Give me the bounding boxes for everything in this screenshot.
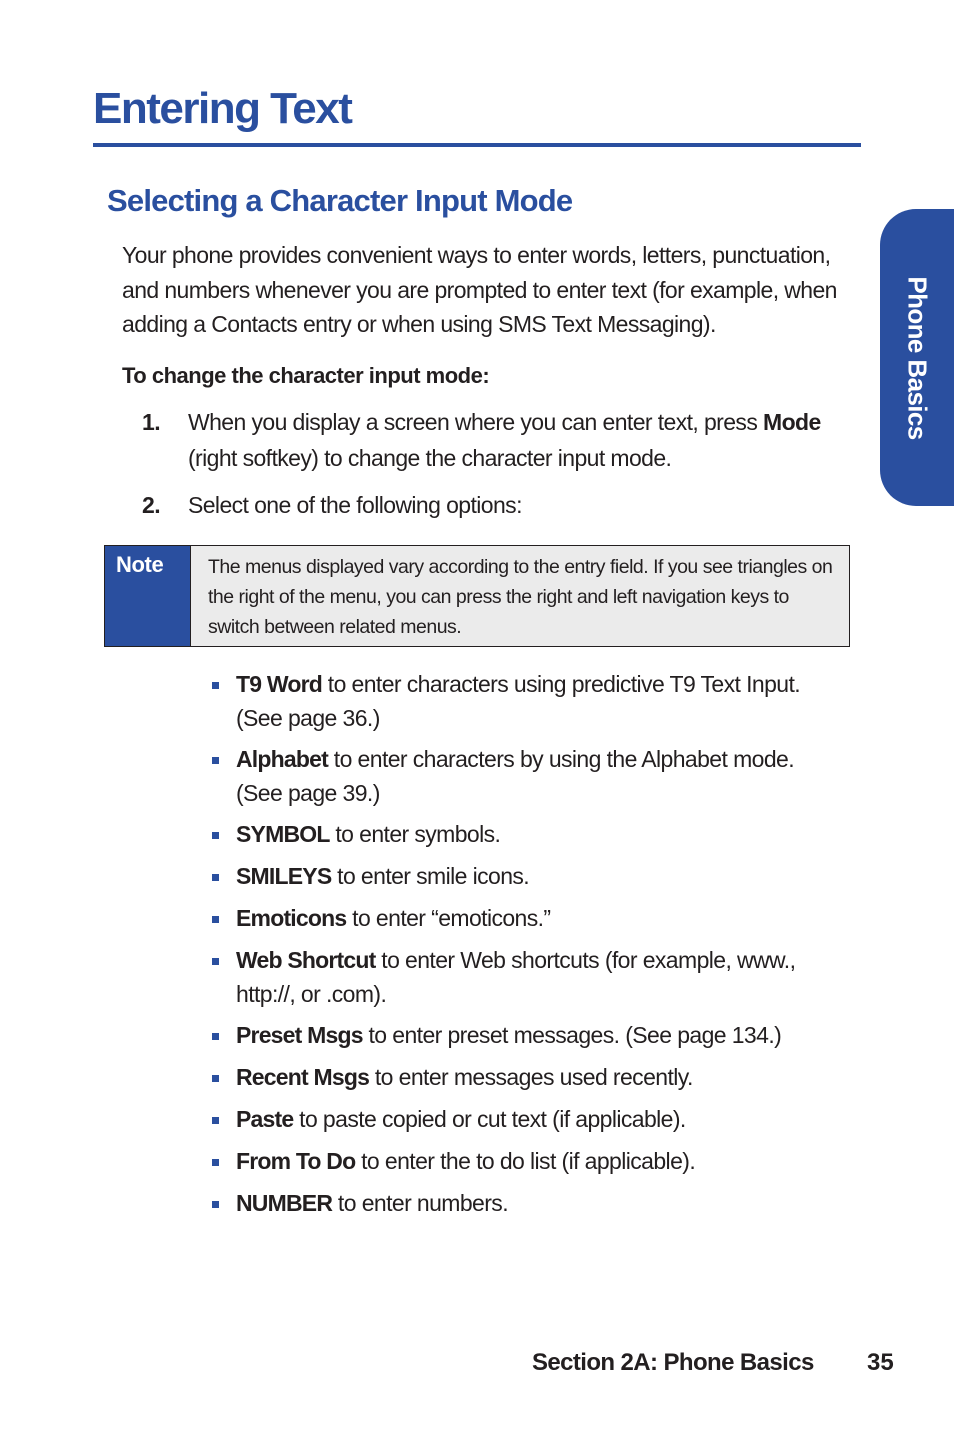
option-term: From To Do xyxy=(236,1148,356,1174)
bullet-square-icon xyxy=(212,916,219,923)
step-number: 2. xyxy=(142,492,160,518)
option-term: T9 Word xyxy=(236,671,322,697)
option-term: Web Shortcut xyxy=(236,947,376,973)
option-desc: to enter characters by using the Alphabet mode. (See page 39.) xyxy=(236,746,795,806)
option-term: Alphabet xyxy=(236,746,328,772)
bullet-square-icon xyxy=(212,1033,219,1040)
option-term: SYMBOL xyxy=(236,821,330,847)
option-desc: to enter “emoticons.” xyxy=(346,905,551,931)
section-tab xyxy=(880,209,954,506)
section-tab-label: Phone Basics xyxy=(902,275,933,440)
list-item xyxy=(212,902,822,936)
bullet-square-icon xyxy=(212,1075,219,1082)
section-heading: Selecting a Character Input Mode xyxy=(107,183,573,218)
option-desc: to paste copied or cut text (if applicable). xyxy=(293,1106,686,1132)
title-rule xyxy=(93,143,861,147)
option-desc: to enter messages used recently. xyxy=(369,1064,693,1090)
option-term: Paste xyxy=(236,1106,294,1132)
bullet-square-icon xyxy=(212,1117,219,1124)
step-number: 1. xyxy=(142,409,160,435)
note-box xyxy=(104,545,850,647)
option-desc: to enter characters using predictive T9 Text Input. (See page 36.) xyxy=(236,671,801,731)
note-text: The menus displayed vary according to the entry field. If you see triangles on the right of the menu, you can press the right and left navigation keys to switch between related menus. xyxy=(191,546,849,646)
procedure-heading: To change the character input mode: xyxy=(122,363,490,388)
option-desc: to enter preset messages. (See page 134.) xyxy=(362,1022,782,1048)
list-item xyxy=(212,818,822,852)
bullet-square-icon xyxy=(212,874,219,881)
mode-key: Mode xyxy=(763,409,821,435)
option-term: Emoticons xyxy=(236,905,347,931)
step-1 xyxy=(142,404,842,476)
option-desc: to enter symbols. xyxy=(329,821,501,847)
option-term: SMILEYS xyxy=(236,863,332,889)
page-number: 35 xyxy=(867,1349,894,1376)
bullet-square-icon xyxy=(212,757,219,764)
list-item xyxy=(212,1061,822,1095)
option-desc: to enter numbers. xyxy=(332,1190,508,1216)
option-term: Recent Msgs xyxy=(236,1064,370,1090)
list-item xyxy=(212,1103,822,1137)
page-title: Entering Text xyxy=(93,84,352,133)
option-term: NUMBER xyxy=(236,1190,333,1216)
bullet-square-icon xyxy=(212,1159,219,1166)
bullet-square-icon xyxy=(212,682,219,689)
list-item xyxy=(212,1145,822,1179)
step-2 xyxy=(142,487,842,523)
step-text: When you display a screen where you can enter text, press Mode (right softkey) to change the character input mode. xyxy=(188,409,821,471)
option-desc: to enter smile icons. xyxy=(331,863,530,889)
bullet-square-icon xyxy=(212,1201,219,1208)
list-item xyxy=(212,1019,822,1053)
intro-paragraph: Your phone provides convenient ways to enter words, letters, punctuation, and numbers whenever you are prompted to enter text (for example, when adding a Contacts entry or when using SMS Text Messaging). xyxy=(122,242,837,337)
bullet-square-icon xyxy=(212,958,219,965)
list-item xyxy=(212,944,822,1011)
list-item xyxy=(212,1187,822,1221)
footer-section-label: Section 2A: Phone Basics xyxy=(532,1349,814,1376)
list-item xyxy=(212,668,822,735)
option-desc: to enter the to do list (if applicable). xyxy=(355,1148,696,1174)
list-item xyxy=(212,743,822,810)
note-label: Note xyxy=(105,546,191,646)
list-item xyxy=(212,860,822,894)
option-term: Preset Msgs xyxy=(236,1022,363,1048)
option-desc: to enter Web shortcuts (for example, www., http://, or .com). xyxy=(236,947,796,1007)
step-text: Select one of the following options: xyxy=(188,492,522,518)
bullet-square-icon xyxy=(212,832,219,839)
